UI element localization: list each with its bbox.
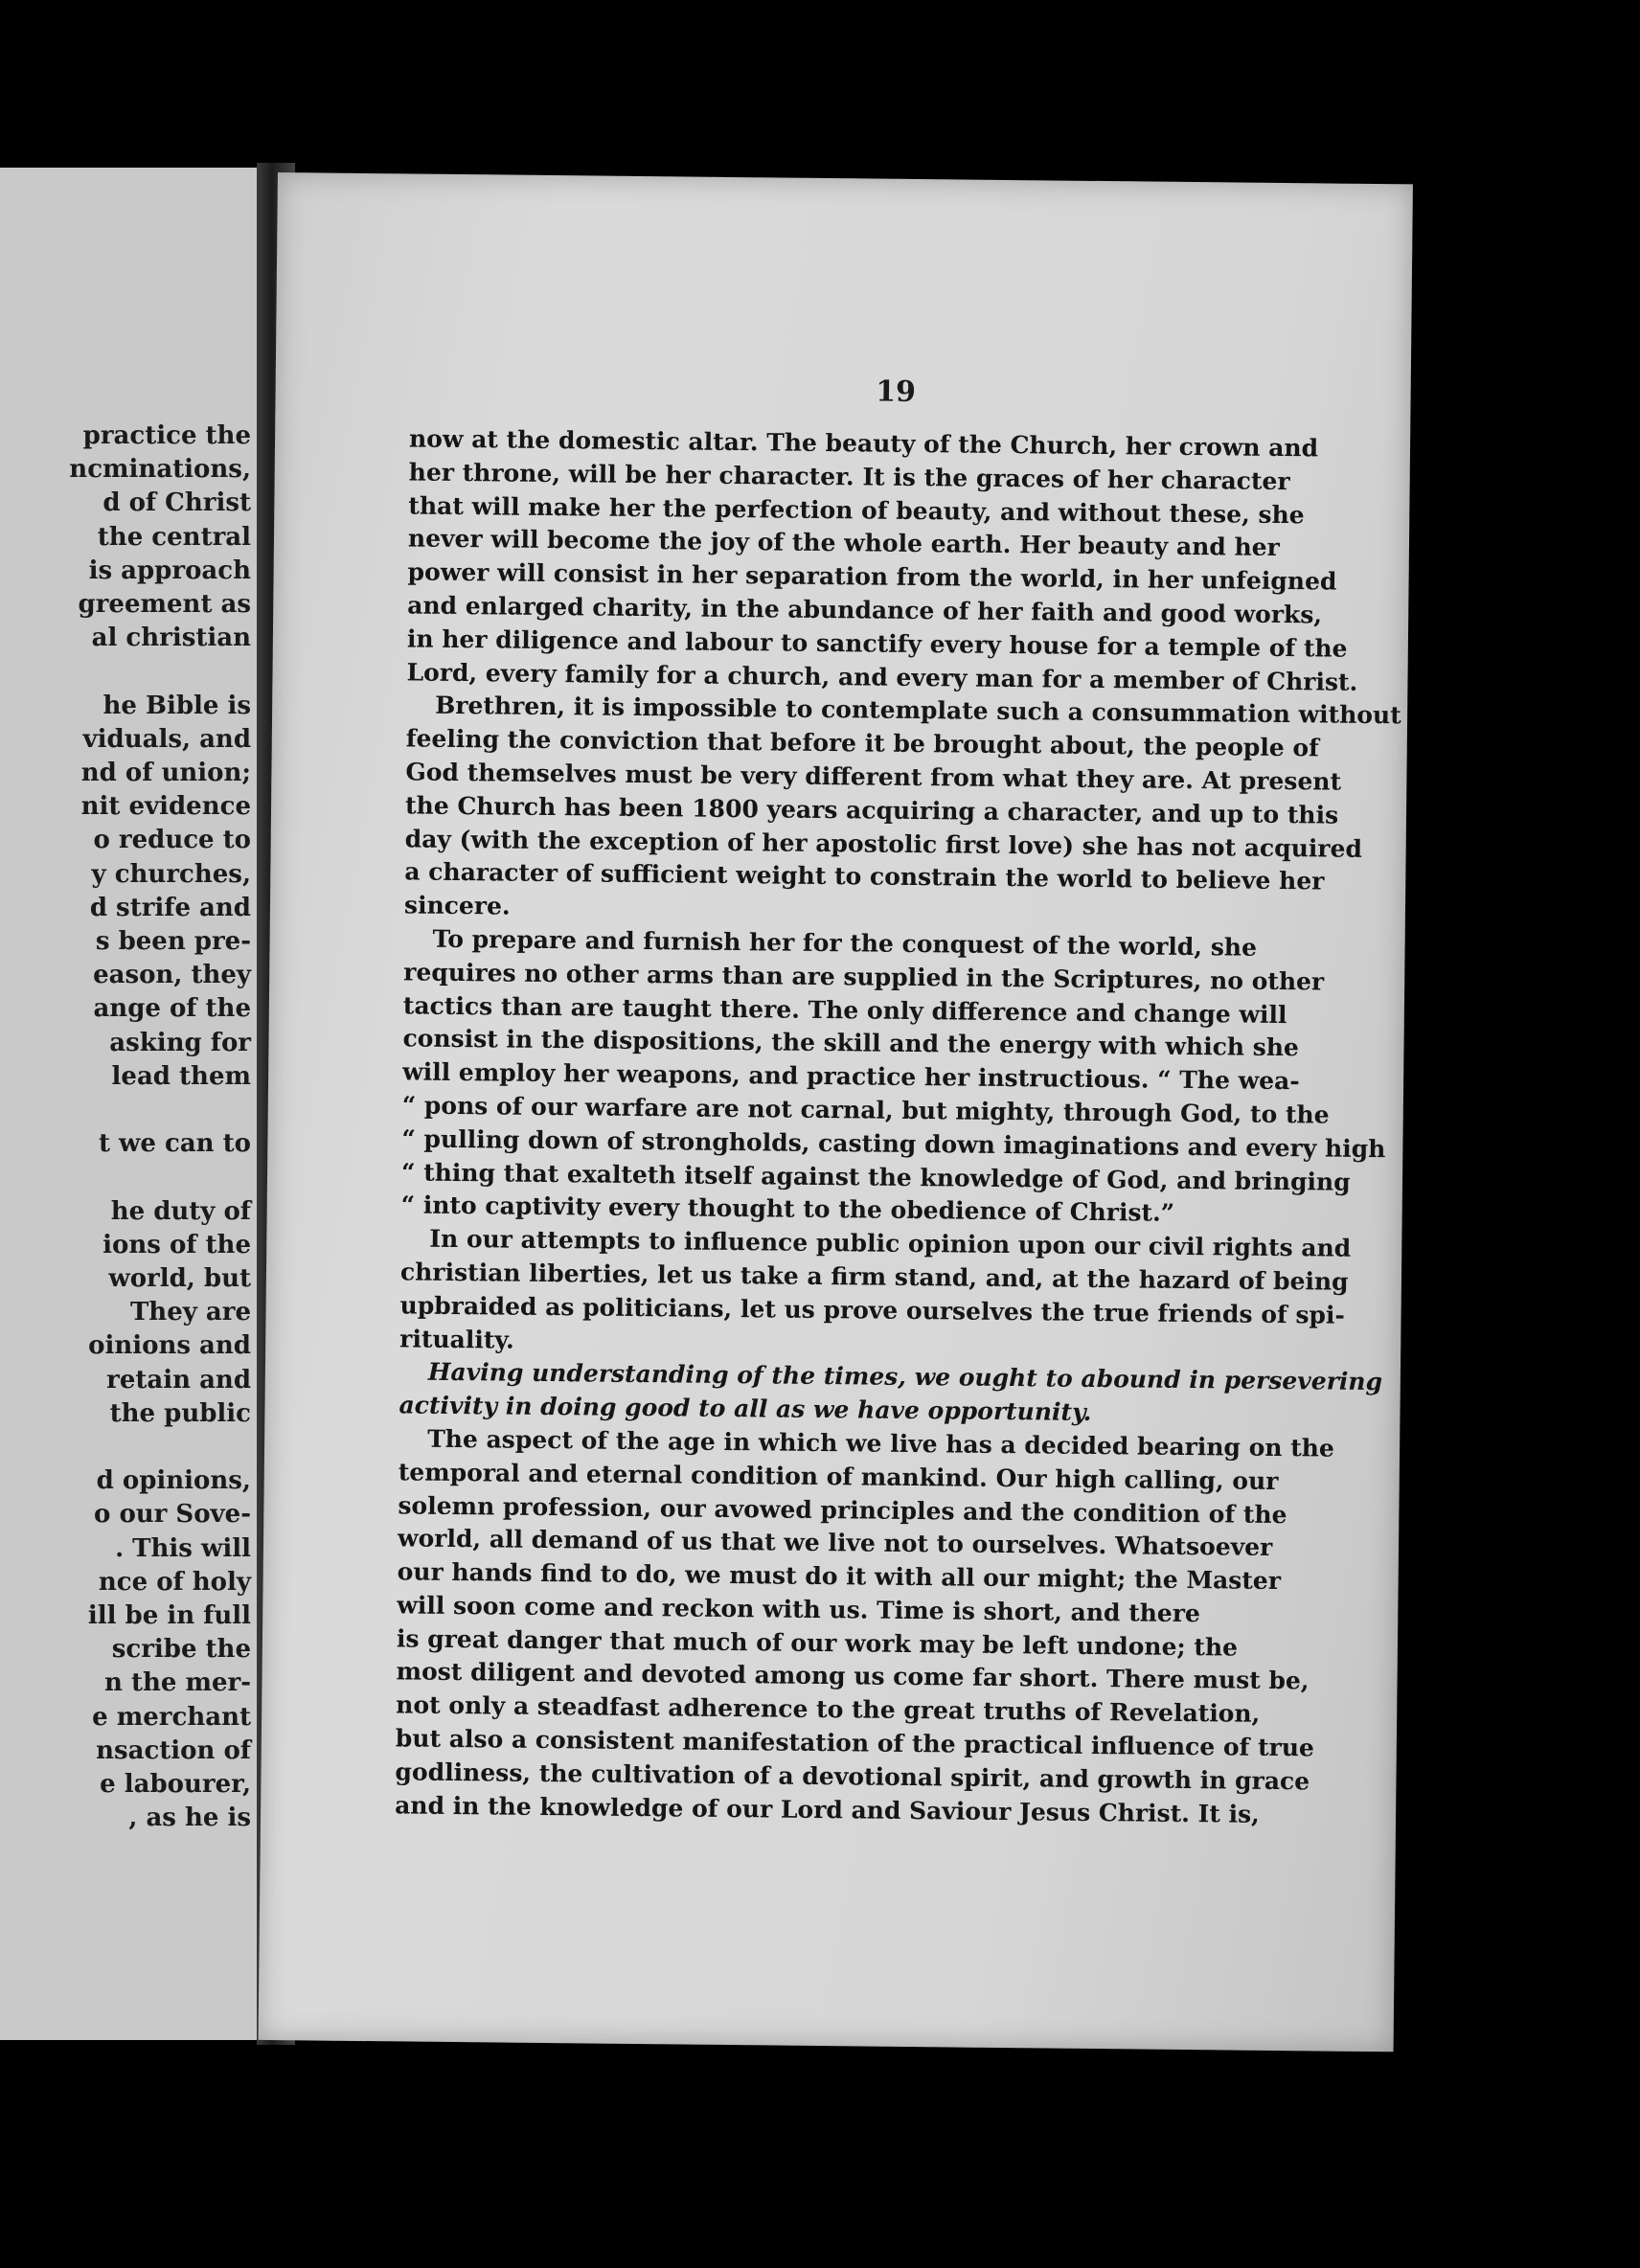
body-text-line: godliness, the cultivation of a devotional spirit, and growth in grace <box>395 1758 1310 1796</box>
left-text-line: asking for <box>109 1028 251 1057</box>
body-text-line: sincere. <box>403 891 511 920</box>
left-page <box>0 168 257 2040</box>
left-text-line: ange of the <box>93 994 251 1024</box>
body-text-line: “ thing that exalteth itself against the knowledge of God, and bringing <box>400 1157 1351 1196</box>
left-text-line: , as he is <box>128 1803 251 1833</box>
left-text-line: oinions and <box>88 1331 251 1361</box>
body-text-line: Brethren, it is impossible to contemplate such a consummation without <box>435 692 1401 730</box>
left-text-line: e labourer, <box>100 1770 251 1799</box>
body-text-line: rituality. <box>399 1324 514 1354</box>
body-text-line: is great danger that much of our work may be left undone; the <box>396 1624 1239 1662</box>
left-text-line: retain and <box>106 1365 251 1395</box>
body-text-line: feeling the conviction that before it be brought about, the people of <box>405 724 1320 762</box>
body-text-line: To prepare and furnish her for the conquest of the world, she <box>432 924 1258 962</box>
left-text-line: o our Sove- <box>94 1500 251 1530</box>
left-text-line: al christian <box>91 624 251 653</box>
body-text-line: The aspect of the age in which we live has a decided bearing on the <box>427 1424 1335 1463</box>
body-text-line: will soon come and reckon with us. Time is short, and there <box>397 1591 1201 1628</box>
left-text-line: They are <box>129 1298 251 1327</box>
left-text-line: ions of the <box>102 1230 251 1259</box>
left-text-line: d opinions, <box>96 1466 251 1496</box>
body-text-line: a character of sufficient weight to constrain the world to believe her <box>404 857 1325 896</box>
left-text-line: nce of holy <box>98 1567 251 1597</box>
right-page <box>259 172 1413 2052</box>
body-text-line: Lord, every family for a church, and every man for a member of Christ. <box>406 658 1358 696</box>
left-text-line: s been pre- <box>95 927 251 956</box>
body-text-line: her throne, will be her character. It is the graces of her character <box>408 458 1290 495</box>
body-text-line: solemn profession, our avowed principles and the condition of the <box>398 1490 1287 1529</box>
body-text-line: day (with the exception of her apostolic first love) she has not acquired <box>404 824 1363 863</box>
left-text-line: the public <box>109 1398 251 1428</box>
body-text-line: Having understanding of the times, we ought to abound in persevering <box>427 1358 1383 1396</box>
body-text-line: In our attempts to influence public opinion upon our civil rights and <box>429 1224 1352 1262</box>
body-text-line: but also a consistent manifestation of the practical influence of true <box>395 1724 1315 1762</box>
left-text-line: nit evidence <box>80 792 251 822</box>
body-text-line: now at the domestic altar. The beauty of the Church, her crown and <box>408 424 1319 463</box>
left-text-line: greement as <box>78 590 251 619</box>
body-text-line: the Church has been 1800 years acquiring a character, and up to this <box>404 791 1339 829</box>
left-text-line: d strife and <box>89 893 251 922</box>
body-text-line: “ pulling down of strongholds, casting down imaginations and every high <box>401 1124 1386 1163</box>
left-text-line: ill be in full <box>87 1601 251 1630</box>
body-text-line: will employ her weapons, and practice her instructious. “ The wea- <box>402 1057 1300 1096</box>
left-text-line: practice the <box>82 421 251 450</box>
left-text-line: o reduce to <box>93 826 251 855</box>
left-text-line: n the mer- <box>103 1668 251 1698</box>
page-number: 19 <box>876 374 917 409</box>
body-text-line: christian liberties, let us take a firm stand, and, at the hazard of being <box>399 1258 1349 1296</box>
body-text-line: world, all demand of us that we live not to ourselves. Whatsoever <box>397 1524 1273 1562</box>
body-text-line: and enlarged charity, in the abundance of her faith and good works, <box>407 591 1323 629</box>
left-text-line: viduals, and <box>82 724 251 754</box>
body-text-line: that will make her the perfection of beauty, and without these, she <box>408 491 1305 529</box>
body-text-line: upbraided as politicians, let us prove ourselves the true friends of spi- <box>399 1291 1346 1329</box>
body-text-line: requires no other arms than are supplied in the Scriptures, no other <box>403 958 1325 996</box>
body-text-line: our hands find to do, we must do it with all our might; the Master <box>397 1557 1282 1596</box>
left-text-line: eason, they <box>93 961 251 990</box>
body-text-line: consist in the dispositions, the skill and the energy with which she <box>402 1024 1300 1062</box>
left-text-line: nd of union; <box>80 759 251 787</box>
left-text-line: t we can to <box>98 1129 251 1159</box>
left-text-line: nsaction of <box>96 1735 251 1765</box>
body-text-line: activity in doing good to all as we have opportunity. <box>399 1391 1092 1427</box>
body-text-line: not only a steadfast adherence to the great truths of Revelation, <box>396 1690 1261 1729</box>
left-text-line: lead them <box>111 1061 251 1091</box>
left-text-line: scribe the <box>111 1635 251 1665</box>
body-text-line: never will become the joy of the whole earth. Her beauty and her <box>407 524 1280 562</box>
left-text-line: d of Christ <box>102 488 251 518</box>
body-text-line: most diligent and devoted among us come far short. There must be, <box>396 1657 1310 1695</box>
left-text-line: . This will <box>115 1533 251 1563</box>
body-text-line: temporal and eternal condition of mankind. Our high calling, our <box>398 1458 1279 1495</box>
left-text-line: he duty of <box>110 1196 251 1226</box>
left-text-line: the central <box>97 522 251 552</box>
body-text-line: power will consist in her separation from the world, in her unfeigned <box>407 557 1337 596</box>
body-text-line: in her diligence and labour to sanctify every house for a temple of the <box>406 624 1348 663</box>
left-text-line: ncminations, <box>69 455 251 485</box>
body-text-line: God themselves must be very different from what they are. At present <box>405 758 1342 796</box>
body-text-line: “ pons of our warfare are not carnal, but mighty, through God, to the <box>401 1091 1330 1129</box>
body-text-line: tactics than are taught there. The only difference and change will <box>402 990 1287 1029</box>
left-text-line: y churches, <box>91 859 251 889</box>
left-text-line: e merchant <box>92 1702 251 1732</box>
right-page-text <box>395 422 1401 1830</box>
body-text-line: and in the knowledge of our Lord and Saviour Jesus Christ. It is, <box>395 1791 1260 1828</box>
left-text-line: is approach <box>88 556 251 585</box>
left-text-line: he Bible is <box>102 691 251 720</box>
body-text-line: “ into captivity every thought to the obedience of Christ.” <box>400 1191 1175 1228</box>
left-text-line: world, but <box>108 1264 251 1293</box>
